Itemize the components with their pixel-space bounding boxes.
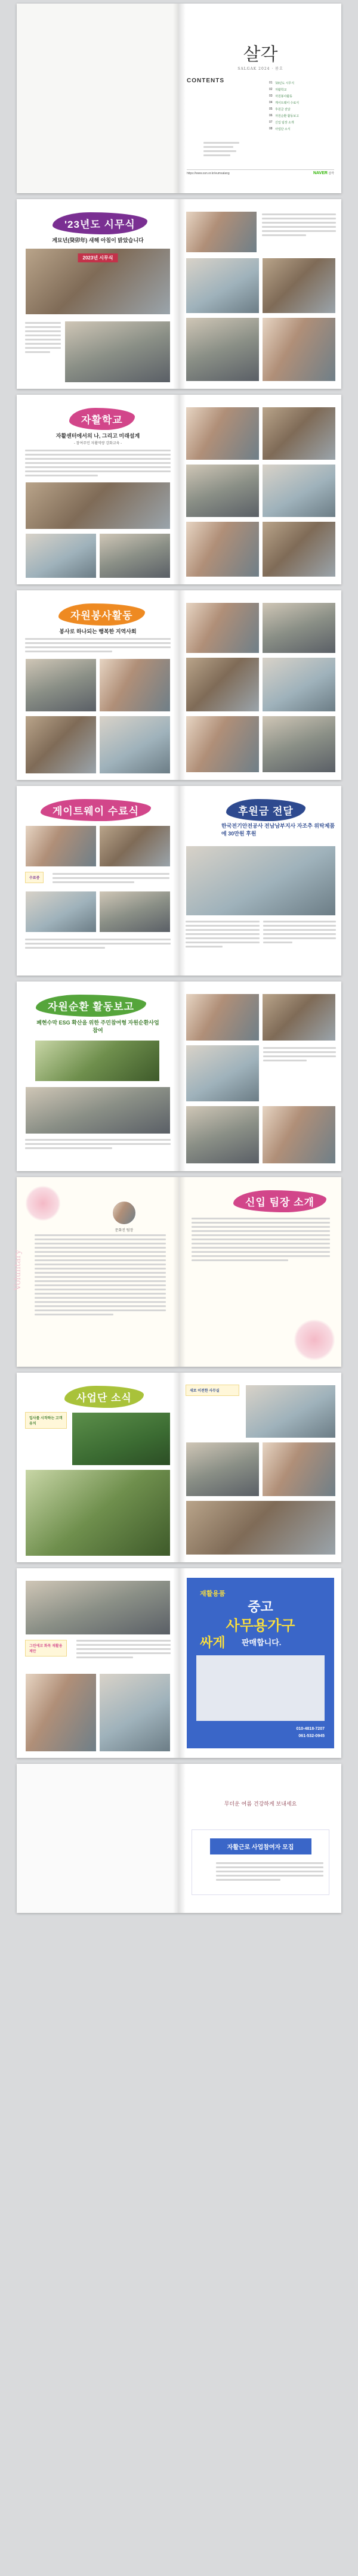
ad-phone-1[interactable]: 010-4818-7207 — [296, 1727, 325, 1731]
toc-item[interactable]: 08 사업단 소식 — [269, 127, 291, 131]
ad-line-4: 판매합니다. — [242, 1638, 282, 1647]
back-cover — [17, 1764, 341, 1913]
toc-item[interactable]: 05 후원금 전달 — [269, 107, 291, 112]
recruit-text — [216, 1862, 323, 1883]
toc-item[interactable]: 01 '23년도 시무식 — [269, 81, 295, 85]
office-photo — [245, 1385, 336, 1438]
article-text — [263, 921, 336, 946]
ad-line-3: 싸게 — [200, 1635, 226, 1650]
section-title: 신입 팀장 소개 — [233, 1190, 326, 1212]
contents-page — [179, 4, 341, 193]
office-note: 새로 이전한 사무실 — [186, 1385, 239, 1396]
page-business-office — [179, 1373, 341, 1562]
ceremony-photo — [186, 258, 260, 314]
article-text — [262, 213, 336, 239]
page-business-news — [17, 1373, 179, 1562]
article-text — [25, 1139, 171, 1151]
recycling-photo — [262, 993, 336, 1041]
article-text — [53, 873, 169, 886]
back-background — [17, 1764, 179, 1913]
furniture-ad[interactable] — [187, 1578, 334, 1748]
greenhouse-photo — [25, 1469, 171, 1556]
page-self-support-school-photos — [179, 395, 341, 584]
back-cover-right — [179, 1764, 341, 1913]
eco-photo — [25, 1580, 171, 1635]
section-subtitle: 자활센터에서의 나, 그리고 미래설계 — [55, 433, 140, 439]
page-opening-ceremony — [17, 199, 179, 389]
toc-item[interactable]: 03 자원봉사활동 — [269, 94, 292, 98]
logo-text: 살각 — [243, 44, 278, 65]
volunteer-photo — [99, 658, 171, 712]
naver-search-term[interactable]: 살각 — [328, 172, 334, 175]
volunteer-photo — [186, 716, 260, 773]
ad-tag: 재활용품 — [200, 1590, 226, 1597]
article-text — [25, 939, 171, 951]
section-title: 사업단 소식 — [64, 1386, 144, 1408]
page-donation — [179, 786, 341, 976]
volunteer-photo — [262, 657, 336, 712]
section-title: 자원봉사활동 — [58, 603, 145, 626]
volunteer-photo — [25, 658, 97, 712]
section-subtitle: 계묘년(癸卯年) 새해 아침이 밝았습니다 — [52, 237, 144, 243]
back-cover-left — [17, 1764, 179, 1913]
magazine-logo — [237, 39, 283, 71]
volunteer-photo — [186, 602, 260, 654]
spread-recycling — [17, 982, 341, 1171]
gateway-photo — [25, 825, 97, 867]
page-recycling-photos — [179, 982, 341, 1171]
table-of-contents — [269, 81, 335, 134]
article-text — [25, 322, 61, 355]
ceremony-group-photo — [25, 248, 171, 315]
spread-volunteer — [17, 590, 341, 780]
ad-phone-2[interactable]: 061-532-0945 — [298, 1734, 325, 1738]
spread-opening-ceremony — [17, 199, 341, 389]
school-photo — [186, 521, 260, 577]
spread-self-support-school — [17, 395, 341, 584]
furniture-image — [196, 1655, 325, 1721]
ceremony-photo — [262, 317, 336, 382]
page-recycling — [17, 982, 179, 1171]
logo-subtitle: SALGAK 2024 · 봄호 — [237, 67, 283, 71]
contents-title: CONTENTS — [187, 78, 224, 84]
page-self-support-school — [17, 395, 179, 584]
eco-note: 그린에코 화목 재활용 제안 — [25, 1640, 67, 1657]
section-title: 게이트웨이 수료식 — [41, 799, 151, 821]
gateway-photo — [99, 891, 171, 933]
article-text — [25, 638, 171, 655]
toc-item[interactable]: 04 게이트웨이 수료식 — [269, 101, 300, 105]
section-subtitle-2: - 참여주민 자활역량 강화교육 - — [73, 442, 122, 445]
school-photo — [262, 464, 336, 518]
section-subtitle: 폐현수막 ESG 확산을 위한 주민참여형 자원순환사업 참여 — [36, 1020, 159, 1033]
page-new-leader-2 — [179, 1177, 341, 1367]
toc-item[interactable]: 07 신입 팀장 소개 — [269, 120, 294, 125]
recycling-products-photo — [35, 1040, 160, 1082]
school-photo — [262, 407, 336, 460]
ceremony-photo — [186, 317, 260, 382]
volunteer-photo — [99, 716, 171, 774]
article-text — [192, 1218, 330, 1264]
homepage-url[interactable]: https://www.ssn.or.kr/eumsalang — [187, 171, 230, 175]
publisher-info — [203, 142, 239, 159]
section-title: 자원순환 활동보고 — [36, 995, 146, 1017]
school-photo — [186, 407, 260, 460]
ceremony-photo — [262, 258, 336, 314]
cover-background — [17, 4, 179, 193]
recycling-photo — [25, 1086, 171, 1134]
office-photo — [186, 1442, 260, 1497]
section-title: 후원금 전달 — [226, 799, 305, 821]
spread-business-news — [17, 1373, 341, 1562]
eco-photo — [99, 1673, 171, 1752]
page-new-leader — [13, 1177, 179, 1367]
page-furniture-ad — [179, 1568, 341, 1758]
article-text — [35, 1234, 166, 1318]
cover-spread — [17, 4, 341, 193]
school-photo — [25, 533, 97, 578]
ceremony-banner: 2023년 시무식 — [78, 253, 118, 262]
gateway-photo — [99, 825, 171, 867]
cover-left-page — [17, 4, 179, 193]
section-title: 자활학교 — [69, 408, 135, 430]
recruit-title: 자활근로 사업참여자 모집 — [210, 1838, 311, 1854]
gateway-photo — [25, 891, 97, 933]
greenhouse-photo — [72, 1412, 171, 1466]
certificate-label: 수료증 — [25, 872, 44, 883]
article-text — [263, 1047, 336, 1064]
cover-footer-bar — [187, 169, 334, 177]
ad-line-1: 중고 — [248, 1599, 273, 1614]
flower-decoration — [25, 1185, 61, 1221]
recycling-photo — [186, 993, 260, 1041]
article-text — [186, 921, 260, 950]
naver-logo: NAVER — [313, 171, 328, 175]
business-note: 입사를 시작하는 고객 유치 — [25, 1412, 67, 1429]
ad-line-2: 사무용가구 — [226, 1618, 295, 1634]
page-volunteer — [17, 590, 179, 780]
closing-message: 무더운 여름 건강하게 보내세요 — [224, 1801, 297, 1807]
donation-photo — [186, 846, 336, 916]
flower-decoration — [294, 1319, 335, 1361]
school-photo — [262, 521, 336, 577]
school-photo — [25, 482, 171, 530]
side-decoration-text: Voluntary — [13, 1249, 23, 1290]
spread-eco-ad — [17, 1568, 341, 1758]
volunteer-photo — [262, 716, 336, 773]
volunteer-photo — [25, 716, 97, 774]
recycling-photo — [186, 1106, 260, 1164]
eco-photo — [25, 1673, 97, 1752]
section-subtitle: 한국전기안전공사 전남남부지사 자조추 위탁제품에 30만원 후원 — [221, 823, 335, 837]
page-eco — [17, 1568, 179, 1758]
recycling-photo — [186, 1045, 260, 1102]
leader-name: 문화진 팀장 — [115, 1229, 134, 1233]
ceremony-photo — [64, 321, 171, 383]
school-photo — [186, 464, 260, 518]
leader-portrait — [112, 1201, 136, 1225]
section-subtitle: 봉사로 하나되는 행복한 지역사회 — [59, 628, 137, 634]
volunteer-photo — [262, 602, 336, 654]
school-photo — [99, 533, 171, 578]
ceremony-photo — [186, 211, 257, 253]
recycling-photo — [262, 1106, 336, 1164]
page-opening-ceremony-photos — [179, 199, 341, 389]
toc-item[interactable]: 02 자활학교 — [269, 88, 287, 92]
recruit-box — [192, 1829, 329, 1895]
office-photo — [262, 1442, 336, 1497]
section-title: '23년도 시무식 — [53, 212, 147, 234]
page-volunteer-photos — [179, 590, 341, 780]
page-gateway — [17, 786, 179, 976]
office-photo — [186, 1500, 336, 1555]
volunteer-photo — [186, 657, 260, 712]
spread-new-leader — [13, 1177, 341, 1367]
article-text — [25, 450, 171, 479]
spread-gateway-donation — [17, 786, 341, 976]
article-text — [76, 1640, 171, 1661]
toc-item[interactable]: 06 자원순환 활동보고 — [269, 114, 300, 118]
